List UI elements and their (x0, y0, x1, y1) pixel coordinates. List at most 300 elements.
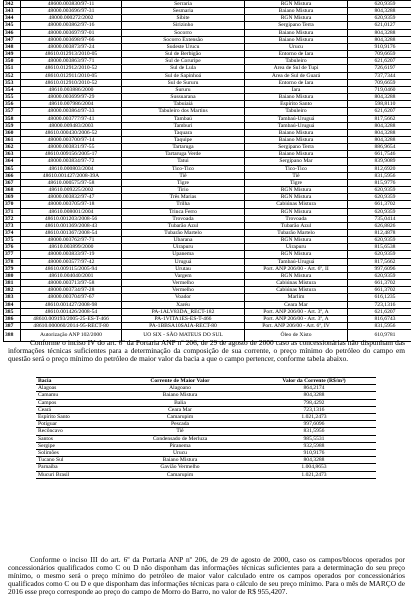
table-cell: Tiê (108, 428, 252, 435)
table-cell: Tigre (245, 179, 348, 186)
table-cell: Trovoada (245, 215, 348, 222)
table-cell: Ceara Mar (245, 301, 348, 308)
table-cell: 48000.003696/97-31 (21, 8, 122, 15)
table-row (4, 94, 411, 101)
table-cell: 358 (4, 115, 21, 122)
table-cell: 886,9654 (348, 144, 411, 151)
table-cell: PA-1BBSA10SAIA-RECT-80 (122, 323, 245, 330)
table-cell: 985,5531 (252, 435, 376, 442)
table-cell: Baiano Mistura (245, 94, 348, 101)
paragraph-inciso-iii: Conforme o inciso III do art. 6º da Portaria ANP nº 206, de 29 de agosto de 2000, caso os campos/blocos operados por concessionários qualificados como C ou D não disponham das informações técnicas suficientes para a determinação do seu preço mínimo, o mesmo será o preço mínimo do petróleo de maior valor calculado entre os campos operados por concessionários qualificados como C ou D e que disponham das informações técnicas para o cálculo de seu preço mínimo. Para o mês de MARÇO de 2016 esse preço corresponde ao preço do campo de Morro do Barro, no valor de R$ 955,4207. (8, 555, 405, 596)
table-cell: 48000.003873/97-24 (21, 43, 122, 50)
table-cell: Condensado de Merluza (108, 435, 252, 442)
table-cell: 616,1235 (348, 294, 411, 301)
table-cell: 363 (4, 151, 21, 158)
table-cell: 352 (4, 72, 21, 79)
table-row (4, 101, 411, 108)
table-cell: Três Marias (122, 194, 245, 201)
table-cell: 48000.003577/97-42 (21, 258, 122, 265)
table-cell: 620,9359 (348, 15, 411, 22)
table-cell: Baiano Mistura (245, 151, 348, 158)
table-cell: Sussuarana (122, 94, 245, 101)
table-cell: Baiano Mistura (245, 36, 348, 43)
table-cell: 726,6197 (348, 65, 411, 72)
table-cell: 737,7344 (348, 72, 411, 79)
table-cell: Tambaú (122, 115, 245, 122)
table-row (4, 51, 411, 58)
table-cell: 48610.001369/2008-43 (21, 222, 122, 229)
table-cell: 359 (4, 122, 21, 129)
table-cell: 48610.003899/2000 (21, 244, 122, 251)
table-cell: 380 (4, 272, 21, 279)
table-cell: 361 (4, 136, 21, 143)
table-row (4, 8, 411, 15)
table-cell: Área de Sul de Guará (245, 72, 348, 79)
table-row (4, 72, 411, 79)
table-cell: 373 (4, 222, 21, 229)
table-cell: Campos (36, 399, 108, 406)
table-cell: 48610.012912/2010-52 (21, 65, 122, 72)
table-cell: 355 (4, 94, 21, 101)
table-cell: 366 (4, 172, 21, 179)
table-row (4, 151, 411, 158)
table-cell: Recôncavo (36, 428, 108, 435)
table-cell: Baiano Mistura (108, 457, 252, 464)
table-cell: 48610.008001/2004 (21, 208, 122, 215)
table-cell: Alagoano (108, 385, 252, 392)
table-cell: 379 (4, 265, 21, 272)
table-cell: 48000.003834/97-72 (21, 158, 122, 165)
table-cell: 620,9359 (348, 237, 411, 244)
table-cell: Autorização ANP 102/2000 (21, 330, 122, 342)
table-cell: Trovoada (122, 215, 245, 222)
table-row (4, 158, 411, 165)
table-cell: Sergipano Terra (245, 22, 348, 29)
table-cell: Sururu (122, 86, 245, 93)
table-cell: Tatui (122, 158, 245, 165)
table-cell: Tamburi (122, 122, 245, 129)
table-cell: 817,5662 (348, 115, 411, 122)
table-cell: 48610.009193/2005-25-ES-T-466 (21, 315, 122, 322)
table-cell: Cabiúnas Mistura (245, 280, 348, 287)
table-cell: 48610.003886/2000 (21, 86, 122, 93)
table-cell: Baiano Mistura (245, 8, 348, 15)
table-row (4, 22, 411, 29)
table-row (36, 428, 376, 435)
table-cell: 620,9359 (348, 208, 411, 215)
table-row (4, 222, 411, 229)
table-cell: 816,6743 (348, 315, 411, 322)
table-cell: Mucuri Brasil (36, 471, 108, 478)
table-cell: Ubarana (122, 237, 245, 244)
table-cell: 798,4292 (252, 399, 376, 406)
field-price-table-body (4, 1, 411, 342)
table-cell: Urucu (245, 43, 348, 50)
table-cell: Tubarão Martelo (122, 230, 245, 237)
table-cell: 804,3288 (348, 29, 411, 36)
table-cell: Port. ANP 206/00 - Art. 6º, II (245, 265, 348, 272)
table-cell: Uirapuru (245, 244, 348, 251)
table-cell: 367 (4, 179, 21, 186)
table-row (36, 399, 376, 406)
table-cell: Iara (245, 86, 348, 93)
table-cell: 364 (4, 158, 21, 165)
table-cell: 48000.003713/97-58 (21, 280, 122, 287)
table-cell: 709,6659 (348, 51, 411, 58)
table-cell: Área de Sul de Tupi (245, 65, 348, 72)
table-cell: 815,9776 (348, 179, 411, 186)
table-cell: 812,6920 (348, 165, 411, 172)
table-cell: 48610.001367/2008-54 (21, 230, 122, 237)
table-cell: 360 (4, 129, 21, 136)
table-cell: 48610.007986/2004 (21, 101, 122, 108)
table-row (4, 165, 411, 172)
table-row (4, 86, 411, 93)
table-cell: 378 (4, 258, 21, 265)
table-row (4, 272, 411, 279)
table-row (36, 442, 376, 449)
table-cell: Sul de Sururu (122, 79, 245, 86)
table-cell: PA-1VITA1ES-ES-T-466 (122, 315, 245, 322)
table-cell: Tartaruga Verde (122, 151, 245, 158)
table-cell: RGN Mistura (245, 237, 348, 244)
table-cell: Ceara Mar (108, 406, 252, 413)
table-cell: Baiano Mistura (245, 129, 348, 136)
table-row (4, 79, 411, 86)
table-row (4, 215, 411, 222)
table-cell: 348 (4, 43, 21, 50)
table-cell: Parnaíba (36, 464, 108, 471)
table-cell: Socorro (122, 29, 245, 36)
table-row (36, 414, 376, 421)
table-cell: Espírito Santo (36, 414, 108, 421)
table-cell: 48610.004040/2001 (21, 272, 122, 279)
table-cell: Marlim (245, 294, 348, 301)
table-cell: 48610.001427/2008-39A (21, 172, 122, 179)
field-price-table (3, 0, 411, 342)
table-cell: Sesmaria (122, 8, 245, 15)
table-row (36, 385, 376, 392)
table-cell: 381 (4, 280, 21, 287)
table-cell: Sergipano Mar (245, 158, 348, 165)
table-row (4, 280, 411, 287)
table-cell: Sergipe (36, 442, 108, 449)
table-row (4, 237, 411, 244)
table-cell: Pescada (108, 421, 252, 428)
table-cell: 804,3288 (348, 129, 411, 136)
table-cell: 354 (4, 86, 21, 93)
table-cell: 48610.012913/2010-05 (21, 51, 122, 58)
table-cell: PA-1ALV83DA_RECT-182 (122, 308, 245, 315)
column-header: Corrente de Maior Valor (108, 378, 252, 385)
table-row (4, 258, 411, 265)
table-cell: Baiano Mistura (245, 29, 348, 36)
table-cell: RGN Mistura (245, 1, 348, 8)
table-cell: 371 (4, 208, 21, 215)
table-cell: Cabiúnas Mistura (245, 201, 348, 208)
table-row (4, 15, 411, 22)
table-cell: Tiê (245, 172, 348, 179)
table-cell: Camarupim (108, 414, 252, 421)
table-cell: Baiano Mistura (245, 136, 348, 143)
table-cell: 370 (4, 201, 21, 208)
table-header-row (36, 378, 376, 385)
table-cell: 349 (4, 51, 21, 58)
table-cell: 48000.003863/97-71 (21, 58, 122, 65)
table-cell: Óleo de Xisto (245, 330, 348, 342)
table-cell: 48610.012910/2010-52 (21, 79, 122, 86)
table-cell: 368 (4, 187, 21, 194)
table-cell: 372 (4, 215, 21, 222)
table-row (4, 136, 411, 143)
table-cell: 48000.003832/97-47 (21, 194, 122, 201)
table-cell: 48610.000060/2014-95-RECT-80 (21, 323, 122, 330)
basin-price-table (36, 377, 376, 479)
table-cell: Urucu (108, 450, 252, 457)
table-cell: 48000.003862/97-16 (21, 22, 122, 29)
table-row (4, 36, 411, 43)
table-row (4, 58, 411, 65)
table-cell: Tambaú-Uruguá (245, 258, 348, 265)
table-row (4, 323, 411, 330)
table-cell: 1.021,2473 (252, 414, 376, 421)
table-cell: 839,9089 (348, 158, 411, 165)
table-cell: Trilha (122, 201, 245, 208)
table-cell: 997,6096 (252, 421, 376, 428)
table-row (4, 308, 411, 315)
table-cell: 620,9359 (348, 1, 411, 8)
table-cell: 723,1316 (252, 406, 376, 413)
table-cell: 48610.009225/2002 (21, 187, 122, 194)
table-cell: Tigre (122, 179, 245, 186)
table-cell: Entorno de Iara (245, 79, 348, 86)
table-cell: 804,3288 (252, 392, 376, 399)
table-cell: Alagoas (36, 385, 108, 392)
table-cell: 1.004,8653 (252, 464, 376, 471)
table-cell: Tirio (122, 187, 245, 194)
table-cell: 345 (4, 22, 21, 29)
table-cell: Tambaú-Uruguá (245, 122, 348, 129)
table-cell: 48000.003697/97-01 (21, 29, 122, 36)
table-cell: 610,9781 (348, 330, 411, 342)
table-cell: 48000.003704/97-67 (21, 294, 122, 301)
table-cell: 48000.003831/97-55 (21, 144, 122, 151)
table-cell: Uirapuru (122, 244, 245, 251)
table-cell: 804,3288 (348, 136, 411, 143)
table-cell: Sergipano Terra (245, 144, 348, 151)
table-cell: 48000.003762/97-71 (21, 237, 122, 244)
table-row (4, 294, 411, 301)
table-cell: Tiê (122, 172, 245, 179)
table-cell: 48000.003699/97-29 (21, 94, 122, 101)
table-cell: 804,3288 (348, 94, 411, 101)
table-cell: Camamu (36, 392, 108, 399)
table-cell: Socorro Extensão (122, 36, 245, 43)
table-row (36, 471, 376, 478)
table-row (4, 43, 411, 50)
table-cell: 387 (4, 323, 21, 330)
table-cell: Uruguá (122, 258, 245, 265)
table-cell: Gavião Vermelho (108, 464, 252, 471)
table-cell: Trinca Ferro (122, 208, 245, 215)
table-cell: Santos (36, 435, 108, 442)
table-cell: Xaréu (122, 301, 245, 308)
table-cell: 48000.003833/97-19 (21, 251, 122, 258)
table-cell: 621,0127 (348, 22, 411, 29)
table-cell: 48000.003705/97-18 (21, 201, 122, 208)
table-cell: Tubarão Azul (245, 222, 348, 229)
table-cell: 621,6207 (348, 308, 411, 315)
table-cell: Taquipe (122, 136, 245, 143)
table-row (4, 187, 411, 194)
table-cell: RGN Mistura (245, 187, 348, 194)
table-cell: Tabuleiro (245, 108, 348, 115)
table-cell: 48610.000430/2006-52 (21, 129, 122, 136)
table-cell: 661,3702 (348, 287, 411, 294)
table-cell: Tartaruga (122, 144, 245, 151)
table-row (4, 201, 411, 208)
table-cell: Sudeste Urucu (122, 43, 245, 50)
table-cell: 376 (4, 244, 21, 251)
table-row (4, 315, 411, 322)
table-row (4, 108, 411, 115)
table-row (36, 450, 376, 457)
table-cell: 626,8826 (348, 222, 411, 229)
table-cell: 831,5956 (348, 323, 411, 330)
table-cell: 735,0414 (348, 215, 411, 222)
table-cell: 621,6207 (348, 108, 411, 115)
table-cell: 357 (4, 108, 21, 115)
table-cell: 48610.000803/2004 (21, 165, 122, 172)
table-row (4, 1, 411, 8)
table-cell: 910,9176 (348, 43, 411, 50)
table-cell: UO SIX - SÃO MATEUS DO SUL (122, 330, 245, 342)
table-cell: Ceará (36, 406, 108, 413)
table-cell: 48610.012911/2010-05 (21, 72, 122, 79)
basin-price-table-body (36, 378, 376, 479)
table-cell: Tabuleiro (245, 58, 348, 65)
table-cell: Tucano Sul (36, 457, 108, 464)
table-cell: Sibite (122, 15, 245, 22)
table-cell: 804,3288 (348, 122, 411, 129)
table-cell: 804,3288 (348, 8, 411, 15)
table-cell: RGN Mistura (245, 194, 348, 201)
table-cell: 621,6207 (348, 58, 411, 65)
table-cell: RGN Mistura (245, 272, 348, 279)
table-row (36, 435, 376, 442)
table-cell: 48610.009115/2005-94 (21, 265, 122, 272)
table-row (36, 392, 376, 399)
table-cell: Cabiúnas Mistura (245, 287, 348, 294)
table-cell: 347 (4, 36, 21, 43)
table-row (36, 457, 376, 464)
table-cell: 48000.003777/97-41 (21, 115, 122, 122)
table-cell: 48000.009483/2003 (21, 122, 122, 129)
table-cell: Sul de Lula (122, 65, 245, 72)
column-header: Bacia (36, 378, 108, 385)
table-cell: 48610.001426/2008-54 (21, 308, 122, 315)
table-cell: 374 (4, 230, 21, 237)
table-row (4, 208, 411, 215)
table-cell: Sirizinho (122, 22, 245, 29)
table-cell: Tubarão Azul (122, 222, 245, 229)
table-row (4, 65, 411, 72)
table-cell: 804,3288 (348, 36, 411, 43)
table-cell: 48000.003734/97-28 (21, 287, 122, 294)
table-row (4, 251, 411, 258)
table-cell: 620,9359 (348, 251, 411, 258)
table-cell: 382 (4, 287, 21, 294)
table-cell: 356 (4, 101, 21, 108)
table-cell: 812,4878 (348, 230, 411, 237)
table-cell: 351 (4, 65, 21, 72)
table-cell: Solimões (36, 450, 108, 457)
table-cell: 48000.003864/97-33 (21, 108, 122, 115)
table-cell: 598,8110 (348, 101, 411, 108)
table-row (4, 29, 411, 36)
table-cell: 383 (4, 294, 21, 301)
table-cell: 709,6659 (348, 79, 411, 86)
table-cell: Camarupim (108, 471, 252, 478)
table-cell: 375 (4, 237, 21, 244)
table-cell: 346 (4, 29, 21, 36)
table-cell: 377 (4, 251, 21, 258)
table-cell: Port. ANP 206/00 - Art. 3º, A (245, 308, 348, 315)
table-cell: 48610.001427/2008-98 (21, 301, 122, 308)
table-cell: Tico-Tico (245, 165, 348, 172)
table-row (4, 244, 411, 251)
table-cell: 723,1316 (348, 301, 411, 308)
table-row (4, 122, 411, 129)
table-cell: 932,5988 (252, 442, 376, 449)
table-row (4, 301, 411, 308)
table-cell: 831,5956 (252, 428, 376, 435)
table-cell: Tabuleiro dos Martins (122, 108, 245, 115)
table-row (4, 179, 411, 186)
table-row (4, 287, 411, 294)
table-cell: 864,2174 (252, 385, 376, 392)
table-cell: Potiguar (36, 421, 108, 428)
table-cell: 343 (4, 8, 21, 15)
table-cell: Entorno de Iara (245, 51, 348, 58)
table-cell: 48610.001203/2008-56 (21, 215, 122, 222)
table-row (4, 129, 411, 136)
table-cell: Vermelho (122, 287, 245, 294)
table-cell: Vermelho (122, 280, 245, 287)
table-cell: Sul de Sapinhoá (122, 72, 245, 79)
table-cell: Taquara (122, 129, 245, 136)
table-cell: 385 (4, 308, 21, 315)
table-row (4, 265, 411, 272)
table-cell: Tambaú-Uruguá (245, 115, 348, 122)
table-row (4, 230, 411, 237)
table-cell: 48000.000272/2002 (21, 15, 122, 22)
table-cell: 620,9359 (348, 194, 411, 201)
table-cell: 344 (4, 15, 21, 22)
table-cell: 48000.003698/97-66 (21, 36, 122, 43)
table-cell: 384 (4, 301, 21, 308)
table-cell: Port. ANP 206/00 - Art. 3º, A (245, 315, 348, 322)
table-row (4, 172, 411, 179)
table-cell: 1.021,2473 (252, 471, 376, 478)
column-header: Valor da Corrente (R$/m³) (252, 378, 376, 385)
table-cell: 388 (4, 330, 21, 342)
table-cell: Espírito Santo (245, 101, 348, 108)
table-cell: 48610.009156/2005-17 (21, 151, 122, 158)
table-cell: 661,7546 (348, 151, 411, 158)
table-cell: 620,9359 (348, 272, 411, 279)
table-cell: 815,6538 (348, 244, 411, 251)
